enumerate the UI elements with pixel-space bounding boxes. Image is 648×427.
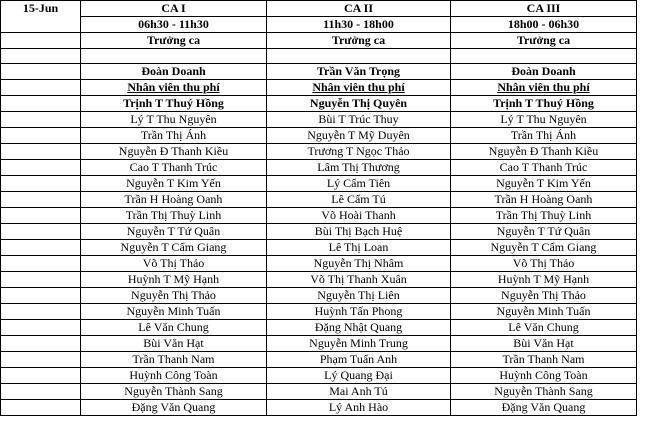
staff-row [1,112,637,128]
staff-row [1,208,637,224]
row-label [1,176,81,192]
staff-name-shift-3: Nguyễn Thị Thảo [451,288,637,304]
leader-spacer [81,49,267,64]
staff-name-shift-3: Võ Thị Thảo [451,256,637,272]
shift-3-staff-label: Nhân viên thu phí [451,80,637,96]
staff-row [1,288,637,304]
staff-row [1,144,637,160]
staff-name-shift-3: Nguyễn Minh Tuấn [451,304,637,320]
row-label [1,352,81,368]
staff-name-shift-1: Lê Văn Chung [81,320,267,336]
staff-name-shift-3: Đặng Văn Quang [451,400,637,416]
row-label [1,224,81,240]
staff-name-shift-3: Nguyễn Thành Sang [451,384,637,400]
shift-2-leader-label: Trưởng ca [267,33,451,49]
staff-name-shift-3: Lê Văn Chung [451,320,637,336]
staff-name-shift-2: Lâm Thị Thương [267,160,451,176]
staff-name-shift-1: Trần Thị Ánh [81,128,267,144]
staff-name-shift-3: Trần Thanh Nam [451,352,637,368]
date-label: 15-Jun [1,1,81,33]
row-label [1,400,81,416]
staff-name-shift-2: Lý Anh Hào [267,400,451,416]
row-label [1,304,81,320]
staff-name-shift-3: Bùi Văn Hạt [451,336,637,352]
shift-1-name: CA I [81,1,267,17]
staff-row [1,400,637,416]
shift-1-leader-label: Trưởng ca [81,33,267,49]
shift-1-time: 06h30 - 11h30 [81,17,267,33]
row-label [1,256,81,272]
staff-row [1,352,637,368]
row-label [1,160,81,176]
staff-name-shift-1: Nguyễn Thị Thảo [81,288,267,304]
staff-name-shift-1: Huỳnh Công Toàn [81,368,267,384]
shift-3-name: CA III [451,1,637,17]
shift-1-leader: Đoàn Doanh [81,64,267,80]
row-label [1,144,81,160]
shift-2-name: CA II [267,1,451,17]
staff-name-shift-1: Cao T Thanh Trúc [81,160,267,176]
shift-2-staff-label: Nhân viên thu phí [267,80,451,96]
row-label [1,208,81,224]
staff-name-shift-2: Mai Anh Tú [267,384,451,400]
staff-name-shift-3: Huỳnh T Mỹ Hạnh [451,272,637,288]
staff-name-shift-2: Nguyễn T Mỹ Duyên [267,128,451,144]
staff-name-shift-3: Trần Thị Ánh [451,128,637,144]
staff-row [1,304,637,320]
staff-row [1,336,637,352]
staff-name-shift-1: Võ Thị Thảo [81,256,267,272]
row-label [1,192,81,208]
row-label [1,368,81,384]
shift-3-time: 18h00 - 06h30 [451,17,637,33]
staff-name-shift-3: Cao T Thanh Trúc [451,160,637,176]
staff-name-shift-3: Trần H Hoàng Oanh [451,192,637,208]
staff-row [1,160,637,176]
shift-3-leader-label: Trưởng ca [451,33,637,49]
staff-name-shift-2: Nguyễn Thị Nhâm [267,256,451,272]
row-label [1,336,81,352]
staff-name-shift-3: Nguyễn Đ Thanh Kiều [451,144,637,160]
staff-name-shift-1: Bùi Văn Hạt [81,336,267,352]
shift-3-first-staff: Trịnh T Thuý Hồng [451,96,637,112]
shift-2-leader: Trần Văn Trọng [267,64,451,80]
staff-row [1,272,637,288]
staff-name-shift-2: Nguyễn Minh Trung [267,336,451,352]
staff-row [1,128,637,144]
staff-name-shift-1: Trần Thị Thuỳ Linh [81,208,267,224]
staff-name-shift-2: Phạm Tuấn Anh [267,352,451,368]
staff-name-shift-2: Nguyễn Thị Liên [267,288,451,304]
staff-name-shift-1: Nguyễn Thành Sang [81,384,267,400]
staff-name-shift-2: Đặng Nhật Quang [267,320,451,336]
staff-name-shift-1: Đặng Văn Quang [81,400,267,416]
staff-row [1,240,637,256]
shift-3-leader: Đoàn Doanh [451,64,637,80]
staff-name-shift-2: Võ Thị Thanh Xuân [267,272,451,288]
staff-name-shift-2: Lê Thị Loan [267,240,451,256]
row-label [1,96,81,112]
shift-1-first-staff: Trịnh T Thuý Hồng [81,96,267,112]
staff-name-shift-1: Nguyễn T Kim Yến [81,176,267,192]
staff-row [1,384,637,400]
staff-name-shift-3: Nguyễn T Cẩm Giang [451,240,637,256]
staff-name-shift-1: Nguyễn T Cẩm Giang [81,240,267,256]
staff-name-shift-2: Lê Cẩm Tú [267,192,451,208]
staff-name-shift-2: Bùi T Trúc Thuy [267,112,451,128]
staff-name-shift-2: Võ Hoài Thanh [267,208,451,224]
staff-name-shift-2: Bùi Thị Bạch Huệ [267,224,451,240]
row-label [1,320,81,336]
row-label [1,240,81,256]
staff-name-shift-1: Lý T Thu Nguyên [81,112,267,128]
staff-name-shift-2: Huỳnh Tấn Phong [267,304,451,320]
shift-1-staff-label: Nhân viên thu phí [81,80,267,96]
row-label [1,272,81,288]
leader-spacer [451,49,637,64]
staff-name-shift-1: Nguyễn T Tứ Quân [81,224,267,240]
leader-spacer [267,49,451,64]
date-spacer [1,49,81,64]
row-label [1,112,81,128]
row-label [1,80,81,96]
row-label [1,384,81,400]
row-label [1,128,81,144]
staff-name-shift-1: Trần Thanh Nam [81,352,267,368]
row-label [1,64,81,80]
staff-row [1,224,637,240]
staff-name-shift-1: Huỳnh T Mỹ Hạnh [81,272,267,288]
date-spacer [1,33,81,49]
staff-name-shift-2: Lý Cẩm Tiên [267,176,451,192]
staff-row [1,256,637,272]
staff-name-shift-3: Lý T Thu Nguyên [451,112,637,128]
staff-name-shift-3: Huỳnh Công Toàn [451,368,637,384]
staff-name-shift-1: Trần H Hoàng Oanh [81,192,267,208]
staff-row [1,368,637,384]
staff-name-shift-1: Nguyễn Minh Tuấn [81,304,267,320]
staff-name-shift-3: Nguyễn T Kim Yến [451,176,637,192]
staff-row [1,320,637,336]
staff-row [1,192,637,208]
staff-name-shift-3: Nguyễn T Tứ Quân [451,224,637,240]
staff-name-shift-2: Trương T Ngọc Thảo [267,144,451,160]
shift-2-first-staff: Nguyễn Thị Quyên [267,96,451,112]
shift-2-time: 11h30 - 18h00 [267,17,451,33]
staff-name-shift-2: Lý Quang Đại [267,368,451,384]
row-label [1,288,81,304]
staff-name-shift-1: Nguyễn Đ Thanh Kiều [81,144,267,160]
staff-row [1,176,637,192]
staff-name-shift-3: Trần Thị Thuỳ Linh [451,208,637,224]
